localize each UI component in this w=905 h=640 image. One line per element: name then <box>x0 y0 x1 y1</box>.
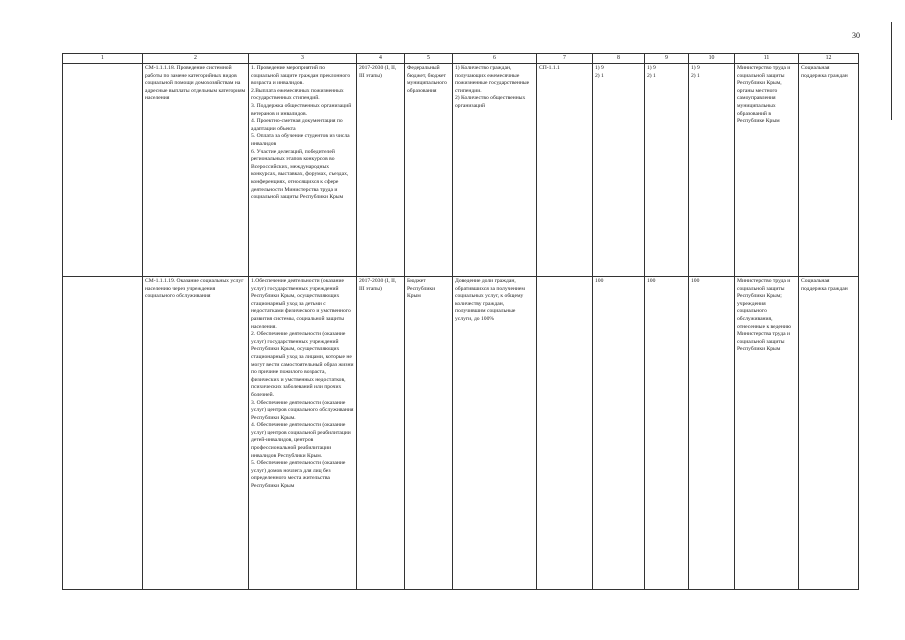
value-line: 100 <box>691 278 700 284</box>
table-row <box>63 277 859 590</box>
cell-responsible: Министерство труда и социальной защиты Республики Крым, органы местного самоуправления муниципальных образований в Республике Крым <box>735 64 799 277</box>
cell-values-col9 <box>645 64 689 277</box>
table-row <box>63 64 859 277</box>
cell-values-col9 <box>645 277 689 590</box>
column-header: 10 <box>689 54 735 64</box>
cell-indicator: 1) Количество граждан, получающих ежемесячные пожизненные государственные стипендии. 2) Количество общественных организаций <box>453 64 537 277</box>
value-line: 100 <box>595 278 604 284</box>
column-header: 3 <box>249 54 357 64</box>
cell-purpose: Социальная поддержка граждан <box>799 277 859 590</box>
cell-code <box>537 277 593 590</box>
cell-activities: 1. Проведение мероприятий по социальной защите граждан преклонного возраста и инвалидов. 2.Выплата ежемесячных пожизненных государственных стипендий. 3. Поддержка общественных организаций ветеранов и инвалидов. 4. Проектно-сметная документация по адаптации объекта 5. Оплата за обучение студентов из числа инвалидов 6. Участие делегаций, победителей региональных этапов конкурсов во Всероссийских, международных конкурсах, выставках, форумах, съездах, конференциях, относящихся к сфере деятельности Министерства труда и социальной защиты Республики Крым <box>249 64 357 277</box>
scan-edge-line <box>891 22 892 120</box>
column-header: 11 <box>735 54 799 64</box>
cell-values-col8 <box>593 277 645 590</box>
cell-measure-name: СМ-1.1.1.19. Оказание социальных услуг населению через учреждения социального обслуживания <box>143 277 249 590</box>
column-header: 6 <box>453 54 537 64</box>
column-header: 8 <box>593 54 645 64</box>
cell-indicator: Доведение доли граждан, обратившихся за получением социальных услуг, к общему количеству граждан, получившим социальные услуги, до 100% <box>453 277 537 590</box>
column-header: 1 <box>63 54 143 64</box>
column-header: 5 <box>405 54 453 64</box>
cell-col1 <box>63 64 143 277</box>
cell-values-col10 <box>689 64 735 277</box>
column-header: 7 <box>537 54 593 64</box>
value-line: 2) 1 <box>647 72 656 79</box>
column-header: 9 <box>645 54 689 64</box>
cell-measure-name: СМ-1.1.1.18. Проведение системной работы по замене категорийных видов социальной помощи домохозяйствам на адресные выплаты отдельным категориям населения <box>143 64 249 277</box>
column-header: 12 <box>799 54 859 64</box>
column-header: 2 <box>143 54 249 64</box>
cell-purpose: Социальная поддержка граждан <box>799 64 859 277</box>
cell-col1 <box>63 277 143 590</box>
page-number: 30 <box>852 31 860 40</box>
table-header-row <box>63 54 859 64</box>
cell-responsible: Министерство труда и социальной защиты Республики Крым; учреждения социального обслуживания, отнесенные к ведению Министерства труда и социальной защиты Республики Крым <box>735 277 799 590</box>
cell-period: 2017-2030 (I, II, III этапы) <box>357 277 405 590</box>
cell-funding-source: Федеральный бюджет, бюджет муниципального образования <box>405 64 453 277</box>
cell-activities: 1.Обеспечение деятельности (оказание услуг) государственных учреждений Республики Крым, осуществляющих стационарный уход за детьми с недостатками физического и умственного развития системы, социальной защиты населения. 2. Обеспечение деятельности (оказание услуг) государственных учреждений Республики Крым, осуществляющих стационарный уход за лицами, которые не могут вести самостоятельный образ жизни по причине пожилого возраста, физических и умственных недостатков, психических заболеваний или прочих болезней. 3. Обеспечение деятельности (оказание услуг) центров социального обслуживания Республики Крым. 4. Обеспечение деятельности (оказание услуг) центров социальной реабилитации детей-инвалидов, центров профессиональной реабилитации инвалидов Республики Крым. 5. Обеспечение деятельности (оказание услуг) домов ночлега для лиц без определенного места жительства Республики Крым <box>249 277 357 590</box>
value-line: 2) 1 <box>595 72 604 79</box>
cell-funding-source: Бюджет Республики Крым <box>405 277 453 590</box>
program-measures-table <box>62 53 859 590</box>
value-line: 1) 9 <box>647 65 656 71</box>
cell-code: СП-1.1.1 <box>537 64 593 277</box>
value-line: 2) 1 <box>691 72 700 79</box>
value-line: 1) 9 <box>691 65 700 71</box>
value-line: 100 <box>647 278 656 284</box>
cell-period: 2017-2030 (I, II, III этапы) <box>357 64 405 277</box>
column-header: 4 <box>357 54 405 64</box>
cell-values-col10 <box>689 277 735 590</box>
value-line: 1) 9 <box>595 65 604 71</box>
cell-values-col8 <box>593 64 645 277</box>
